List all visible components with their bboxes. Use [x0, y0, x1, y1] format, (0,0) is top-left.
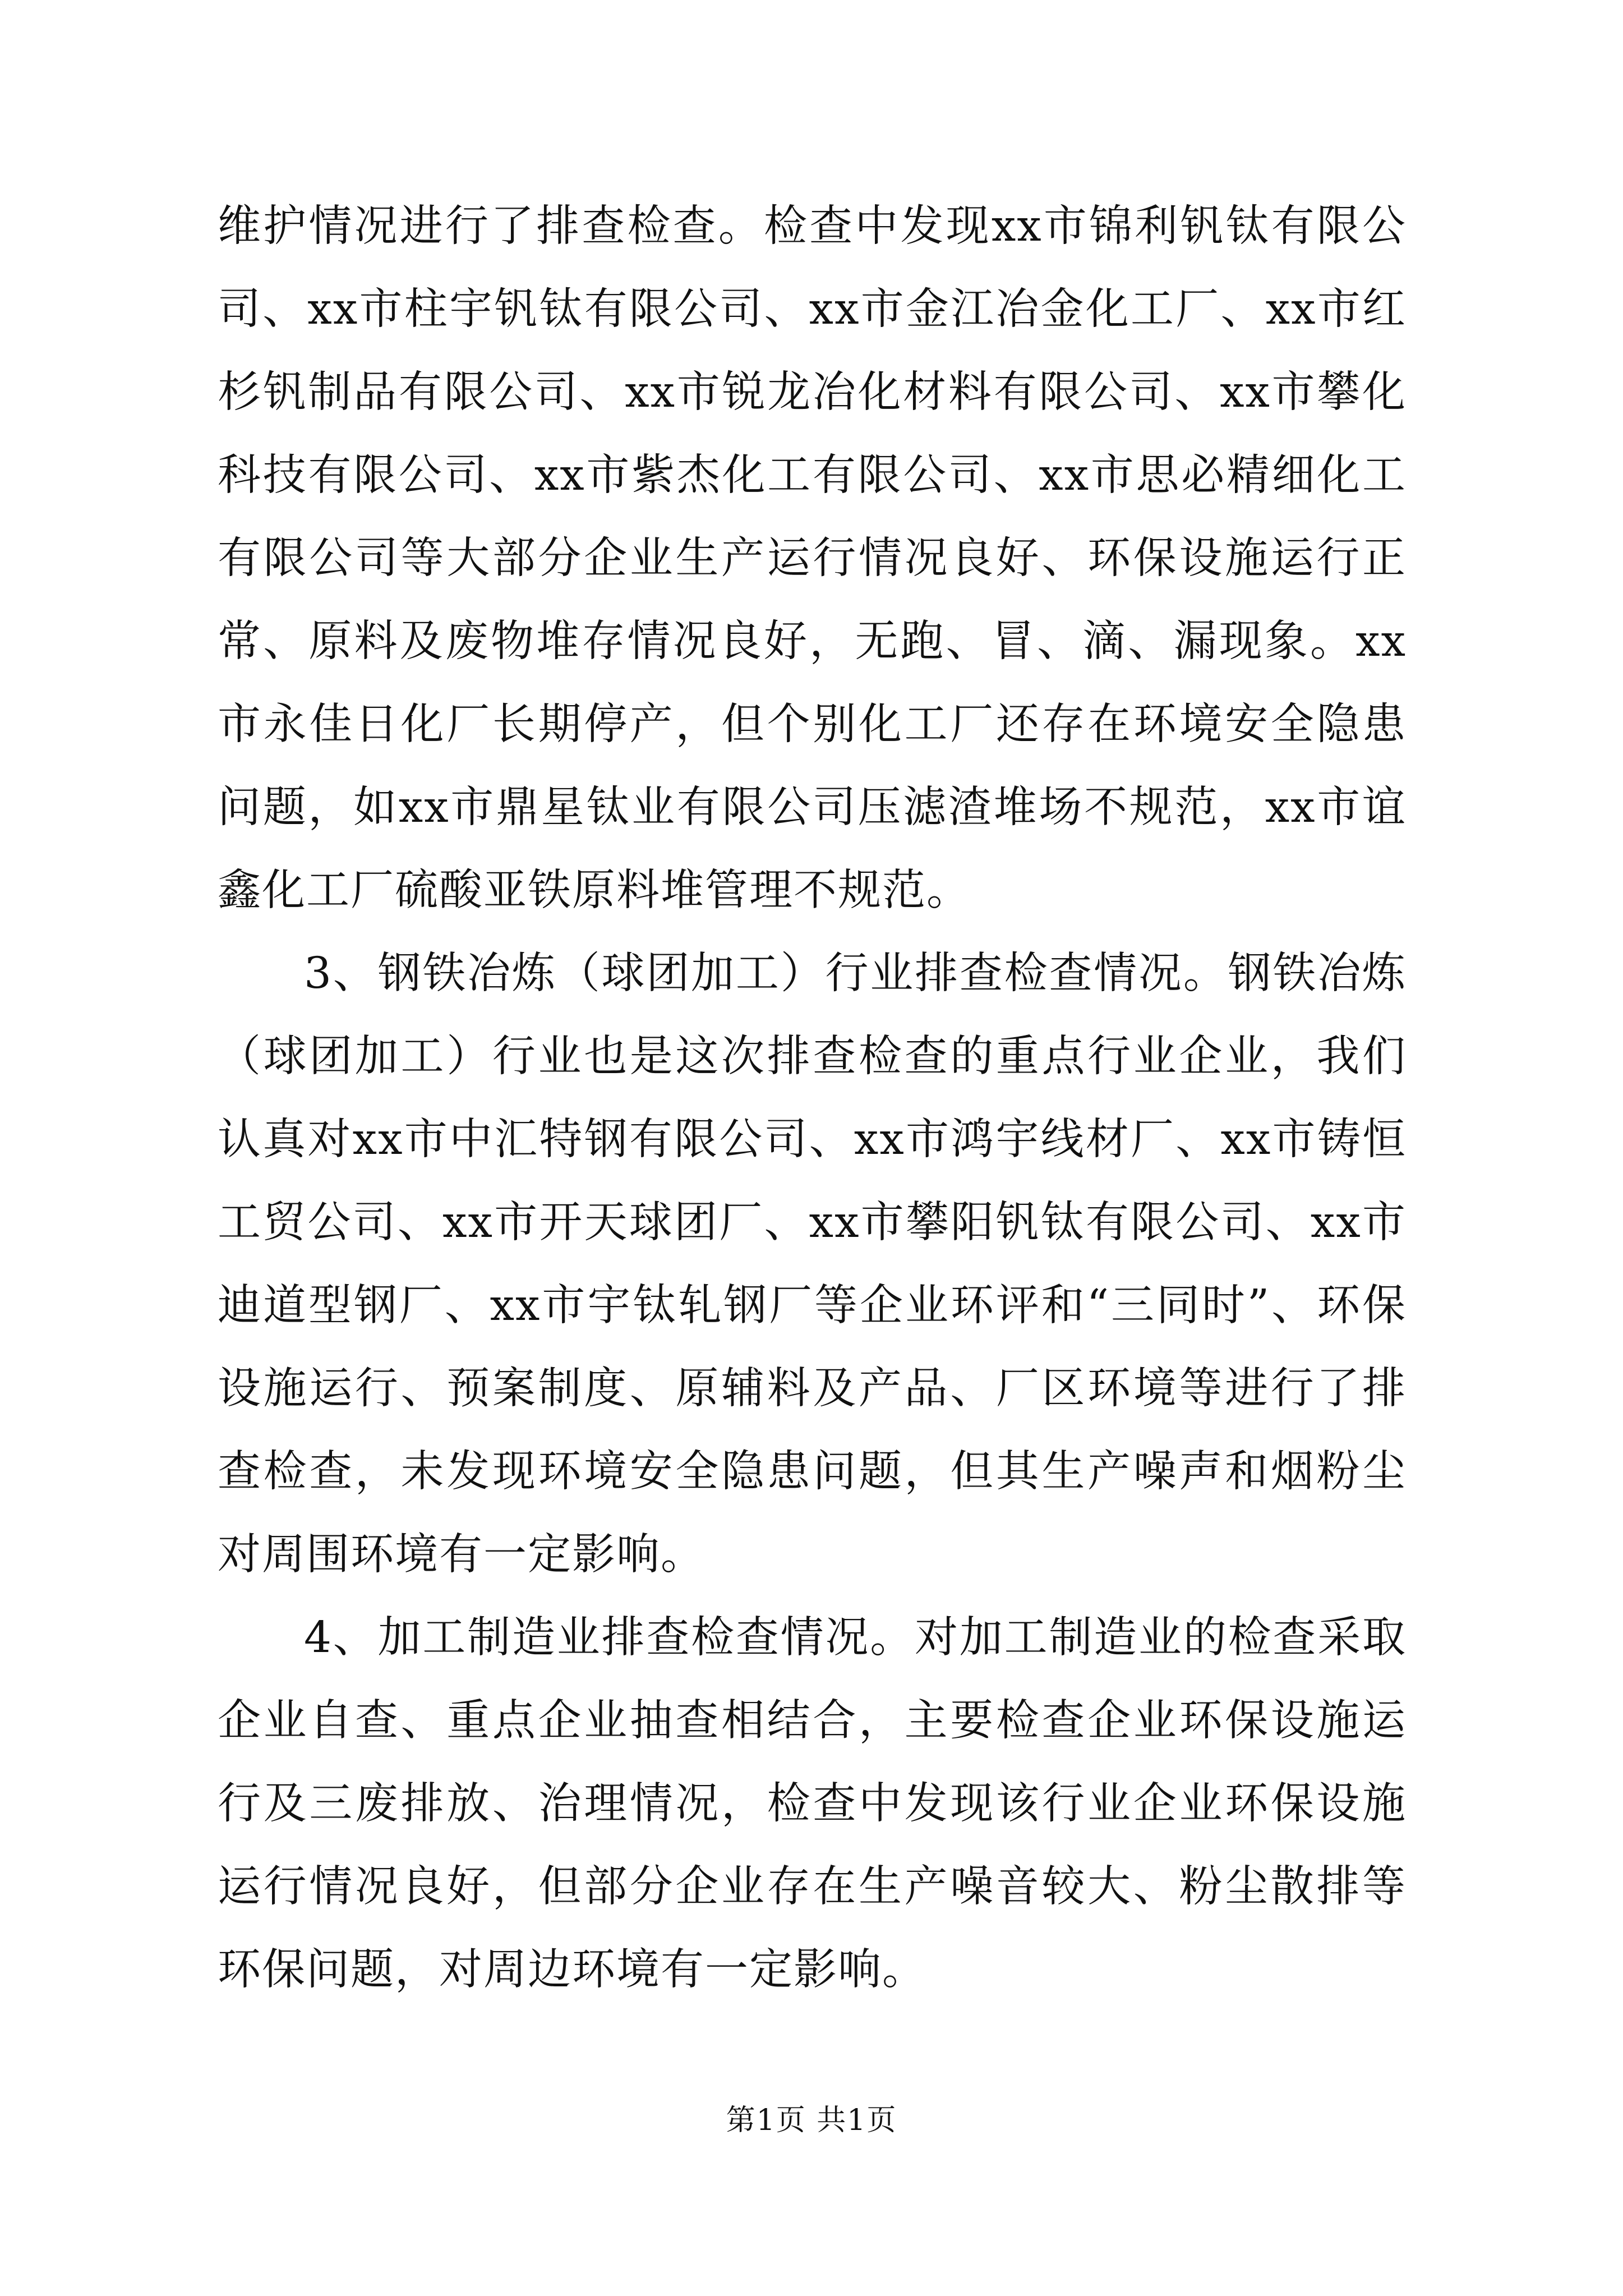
page-footer: 第1页 共1页: [726, 2104, 897, 2137]
paragraph-manufacturing: 4、加工制造业排查检查情况。对加工制造业的检查采取企业自查、重点企业抽查相结合，主要检查企业环保设施运行及三废排放、治理情况，检查中发现该行业企业环保设施运行情况良好，但部分企业存在生产噪音较大、粉尘散排等环保问题，对周边环境有一定影响。: [218, 1613, 1407, 1995]
paragraph-steel-smelting: 3、钢铁冶炼（球团加工）行业排查检查情况。钢铁冶炼（球团加工）行业也是这次排查检查的重点行业企业，我们认真对xx市中汇特钢有限公司、xx市鸿宇线材厂、xx市铸恒工贸公司、xx市开天球团厂、xx市攀阳钒钛有限公司、xx市迪道型钢厂、xx市宇钛轧钢厂等企业环评和“三同时”、环保设施运行、预案制度、原辅料及产品、厂区环境等进行了排查检查，未发现环境安全隐患问题，但其生产噪声和烟粉尘对周围环境有一定影响。: [218, 949, 1407, 1580]
document-body: [218, 185, 1407, 2012]
paragraph-continuation: 维护情况进行了排查检查。检查中发现xx市锦利钒钛有限公司、xx市柱宇钒钛有限公司、xx市金江冶金化工厂、xx市红杉钒制品有限公司、xx市锐龙冶化材料有限公司、xx市攀化科技有限公司、xx市紫杰化工有限公司、xx市思必精细化工有限公司等大部分企业生产运行情况良好、环保设施运行正常、原料及废物堆存情况良好，无跑、冒、滴、漏现象。xx市永佳日化厂长期停产，但个别化工厂还存在环境安全隐患问题，如xx市鼎星钛业有限公司压滤渣堆场不规范，xx市谊鑫化工厂硫酸亚铁原料堆管理不规范。: [218, 201, 1407, 915]
